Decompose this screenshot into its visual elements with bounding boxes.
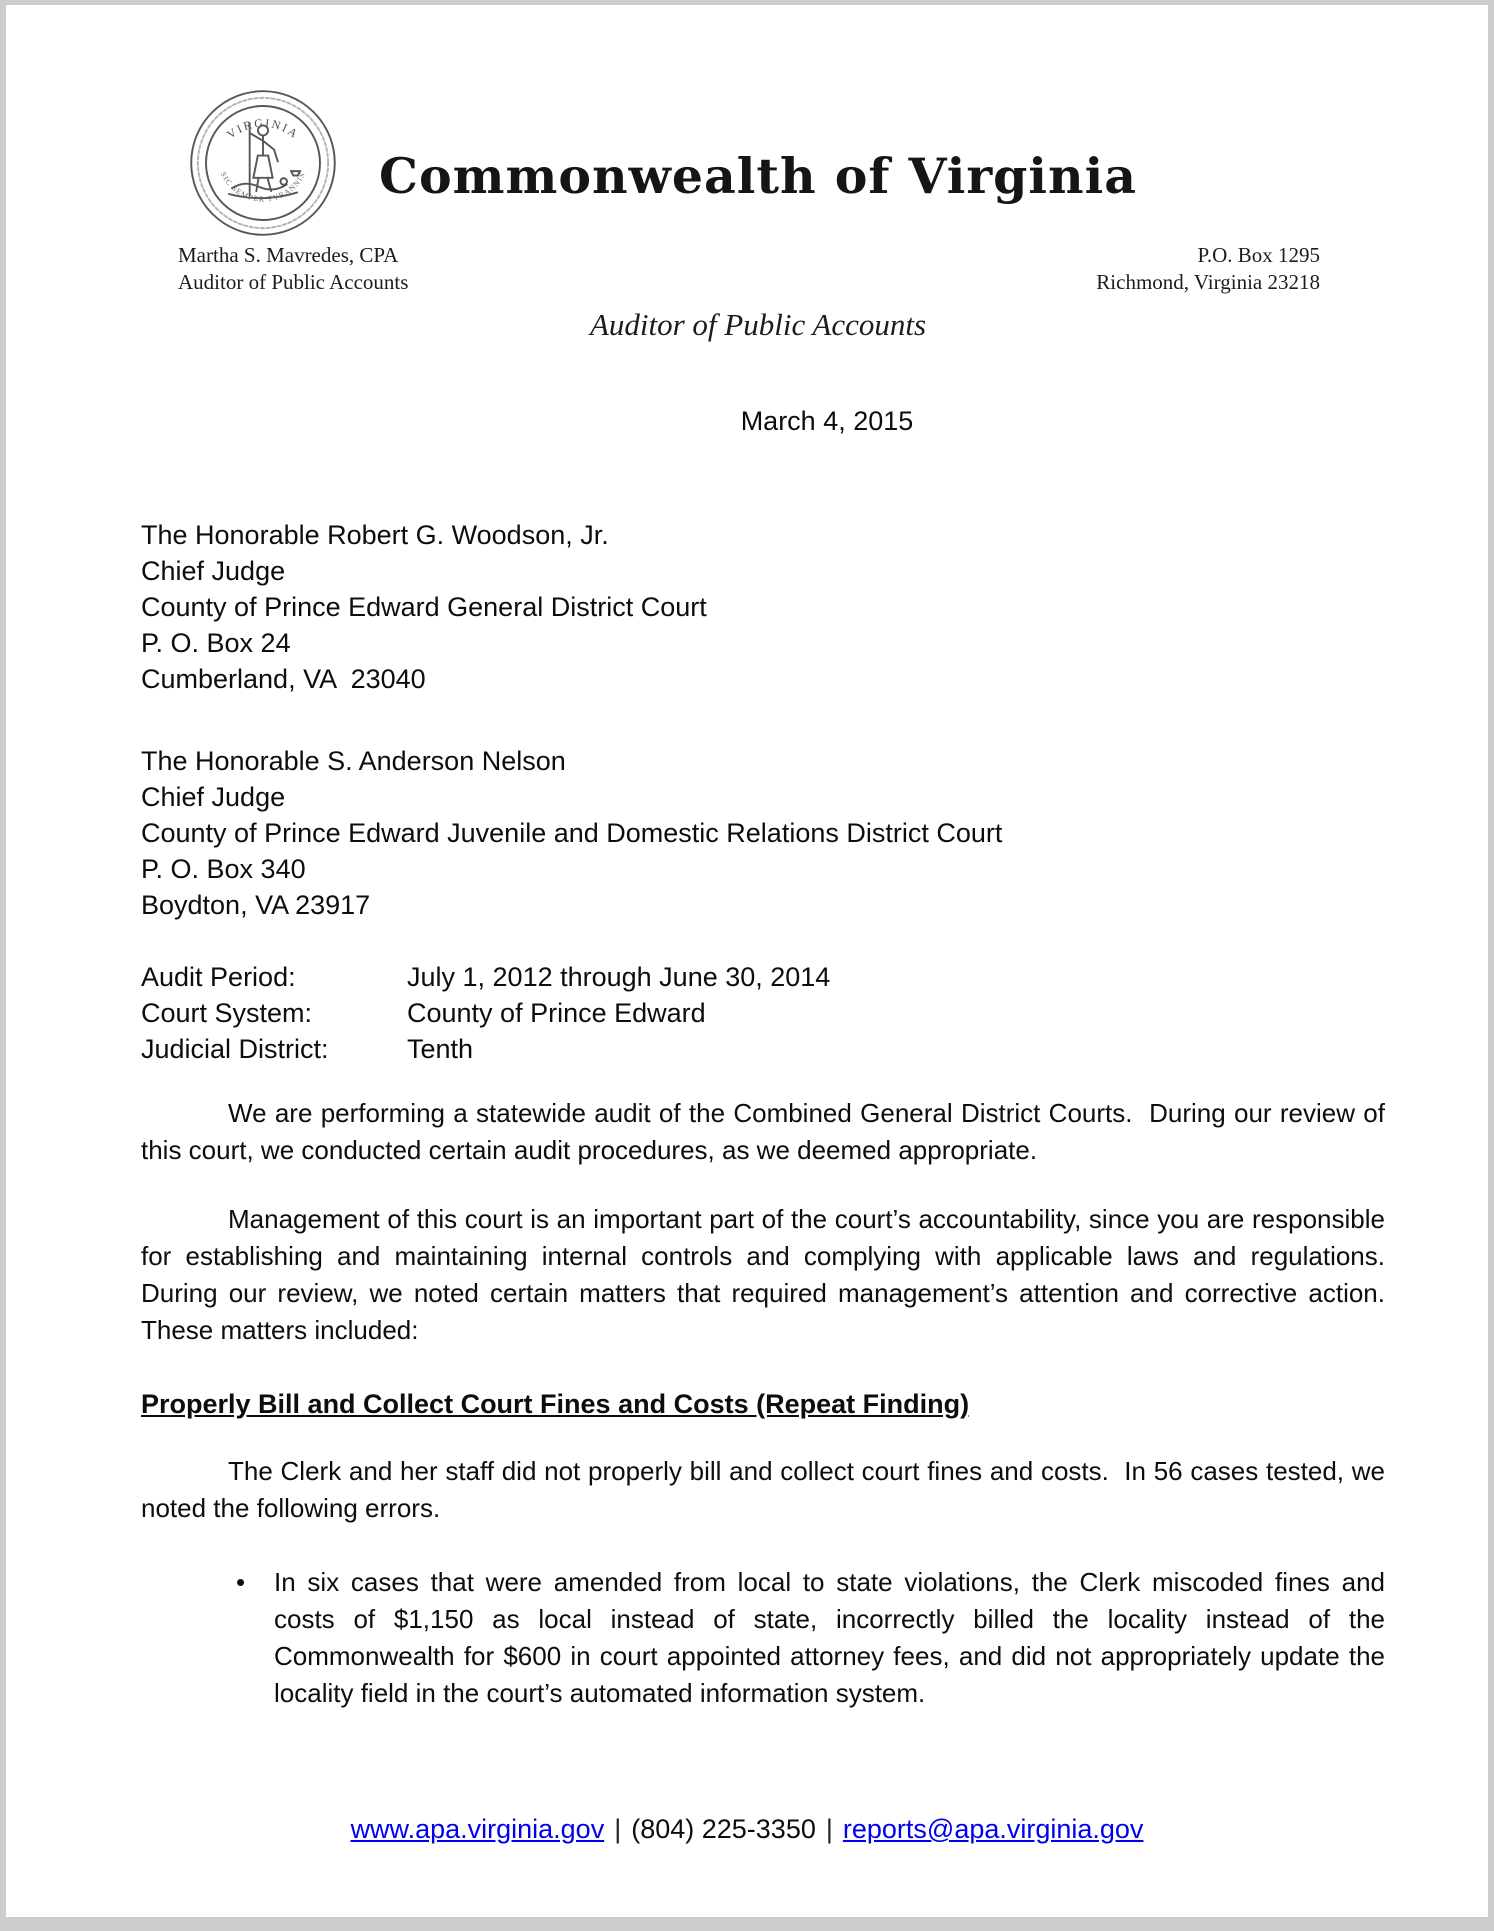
audit-info-row xyxy=(141,959,1385,995)
recipient-title: Chief Judge xyxy=(141,556,286,586)
letterhead-title: Commonwealth of Virginia xyxy=(379,147,1137,205)
recipient-po-box: P. O. Box 24 xyxy=(141,628,291,658)
bullet-text: In six cases that were amended from local to state violations, the Clerk miscoded fines and costs of $1,150 as local instead of state, incorrectly billed the locality instead of the Commonwealth for $600 in court appointed attorney fees, and did not appropriately update the locality field in the court’s automated information system. xyxy=(274,1567,1393,1708)
recipient-block-2 xyxy=(141,743,1385,923)
letter-footer xyxy=(6,1809,1488,1849)
audit-info-row xyxy=(141,995,1385,1031)
footer-separator: | xyxy=(614,1814,622,1844)
judicial-district-value: Tenth xyxy=(407,1034,474,1064)
letter-date: March 4, 2015 xyxy=(740,406,914,436)
audit-info-row xyxy=(141,1031,1385,1067)
seal-bottom-text: SIC SEMPER TYRANNIS xyxy=(218,170,308,204)
audit-info-block xyxy=(141,959,1385,1067)
bullet-icon: • xyxy=(236,1567,246,1597)
paragraph-management-responsibility: Management of this court is an important part of the court’s accountability, since you are responsible for establishing and maintaining internal controls and complying with applicable laws and regulations. During our review, we noted certain matters that required management’s attention and corrective action. These matters included: xyxy=(141,1204,1400,1345)
finding-bullet-item xyxy=(141,1564,1393,1712)
court-system-label: Court System: xyxy=(141,998,313,1028)
recipient-court: County of Prince Edward General District Court xyxy=(141,592,707,622)
letterhead-subtitle: Auditor of Public Accounts xyxy=(589,307,927,342)
footer-separator: | xyxy=(825,1814,833,1844)
recipient-title: Chief Judge xyxy=(141,782,286,812)
recipient-name: The Honorable S. Anderson Nelson xyxy=(141,746,566,776)
letter-page xyxy=(6,5,1488,1917)
paragraph-finding-summary: The Clerk and her staff did not properly bill and collect court fines and costs. In 56 cases tested, we noted the following errors. xyxy=(141,1456,1393,1523)
recipient-po-box: P. O. Box 340 xyxy=(141,854,306,884)
seal-top-text: VIRGINIA xyxy=(224,115,302,142)
judicial-district-label: Judicial District: xyxy=(141,1034,329,1064)
official-name-block xyxy=(178,242,408,296)
paragraph-audit-overview: We are performing a statewide audit of the Combined General District Courts. During our review of this court, we conducted certain audit procedures, as we deemed appropriate. xyxy=(141,1098,1393,1165)
recipient-name: The Honorable Robert G. Woodson, Jr. xyxy=(141,520,609,550)
recipient-block-1 xyxy=(141,517,1385,697)
email-link[interactable]: reports@apa.virginia.gov xyxy=(842,1814,1144,1844)
finding-heading: Properly Bill and Collect Court Fines and Costs (Repeat Finding) xyxy=(141,1389,970,1419)
court-system-value: County of Prince Edward xyxy=(407,998,706,1028)
official-title: Auditor of Public Accounts xyxy=(178,270,409,294)
website-link[interactable]: www.apa.virginia.gov xyxy=(350,1814,605,1844)
recipient-court: County of Prince Edward Juvenile and Domestic Relations District Court xyxy=(141,818,1003,848)
recipient-city-line: Boydton, VA 23917 xyxy=(141,890,371,920)
recipient-city-line: Cumberland, VA 23040 xyxy=(141,664,426,694)
office-po-box: P.O. Box 1295 xyxy=(1197,243,1320,267)
audit-period-value: July 1, 2012 through June 30, 2014 xyxy=(407,962,831,992)
office-city-line: Richmond, Virginia 23218 xyxy=(1096,270,1320,294)
phone-number: (804) 225-3350 xyxy=(631,1814,816,1844)
official-name: Martha S. Mavredes, CPA xyxy=(178,243,399,267)
audit-period-label: Audit Period: xyxy=(141,962,296,992)
office-address-block xyxy=(1096,242,1320,296)
letter-body xyxy=(141,403,1400,1712)
